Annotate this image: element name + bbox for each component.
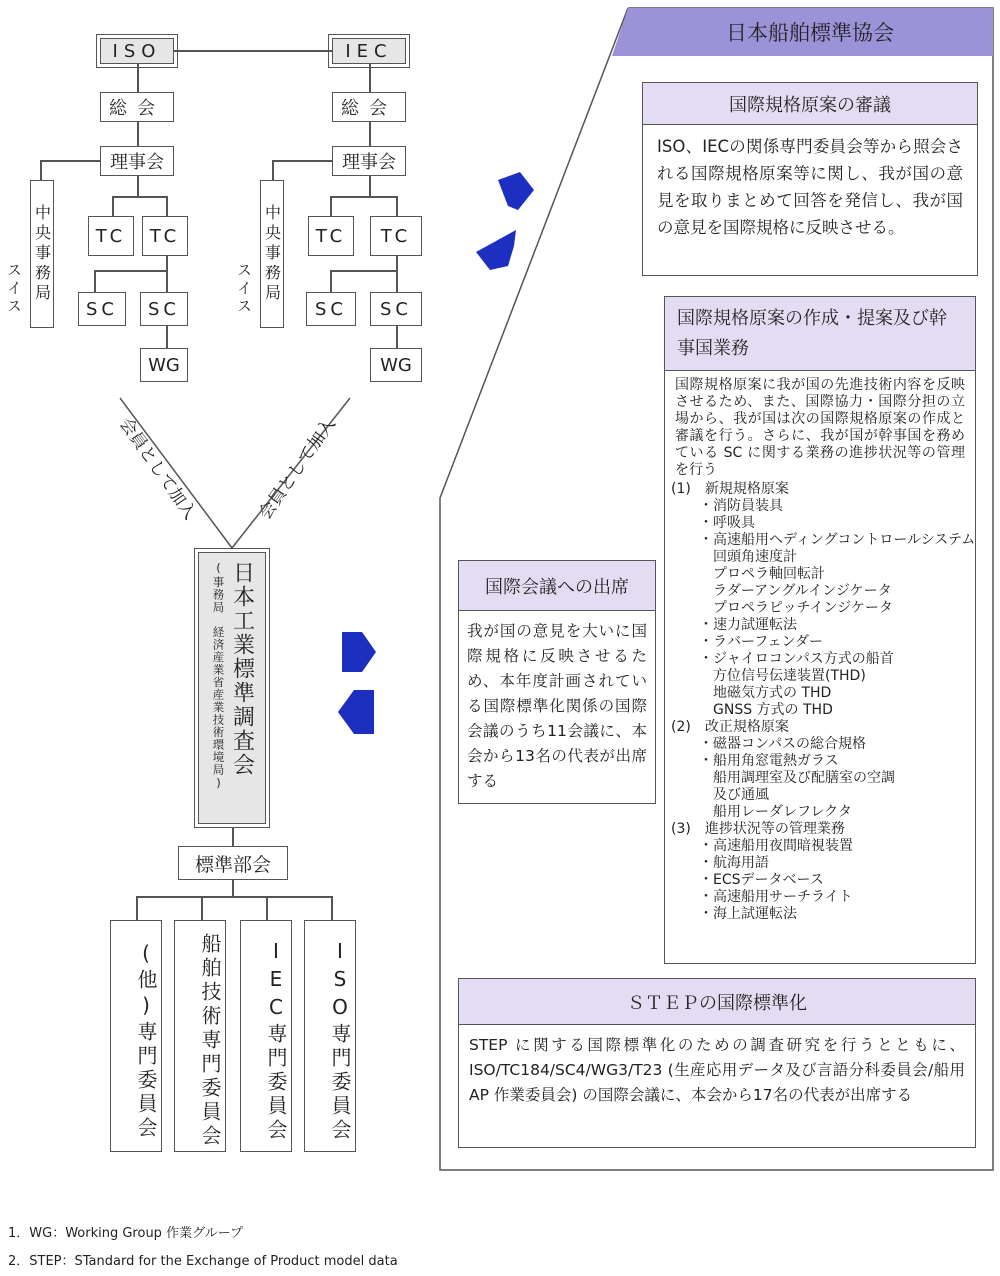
iso-central-secretariat: 中央事務局	[30, 180, 54, 328]
drafting-list-item: ・高速船用夜間暗視装置	[671, 838, 853, 854]
drafting-list-item: ・呼吸具	[671, 515, 755, 531]
drafting-list-item: 回頭角速度計	[671, 549, 797, 565]
iec-swiss-label: スイス	[235, 262, 253, 316]
iso-sc-1: SC	[78, 292, 126, 326]
arrow-right-icon	[498, 172, 534, 210]
drafting-panel	[664, 296, 976, 964]
step-title: ＳＴＥＰの国際標準化	[459, 979, 975, 1025]
iec-wg: WG	[370, 348, 422, 382]
arrow-left-icon-2	[338, 690, 374, 734]
drafting-list	[665, 481, 975, 923]
committee-other: (他)専門委員会	[110, 920, 162, 1152]
committee-ship-tech: 船舶技術専門委員会	[174, 920, 226, 1152]
iec-general-assembly: 総会	[332, 92, 406, 122]
drafting-list-item: GNSS 方式の THD	[671, 702, 833, 718]
drafting-list-item: 船用調理室及び配膳室の空調	[671, 770, 895, 786]
drafting-list-item: (2) 改正規格原案	[671, 719, 789, 735]
drafting-list-item: 方位信号伝達装置(THD)	[671, 668, 866, 684]
meeting-panel	[458, 560, 656, 804]
drafting-list-item: ・海上試運転法	[671, 906, 797, 922]
jisc-box	[198, 552, 266, 824]
footnote-1: 1．WG：Working Group 作業グループ	[8, 1226, 244, 1241]
drafting-list-item: (1) 新規規格原案	[671, 481, 789, 497]
iso-wg: WG	[140, 348, 188, 382]
step-body: STEP に関する国際標準化のための調査研究を行うとともに、ISO/TC184/SC4/WG3/T23 (生産応用データ及び言語分科委員会/船用 AP 作業委員会) の国際会議に、本会から17名の代表が出席する	[469, 1036, 965, 1104]
drafting-title: 国際規格原案の作成・提案及び幹事国業務	[665, 297, 975, 371]
arrow-right-icon-2	[342, 632, 376, 672]
iec-council: 理事会	[332, 146, 406, 176]
iec-tc-2: TC	[370, 216, 422, 256]
committee-iec: IEC専門委員会	[240, 920, 292, 1152]
iso-general-assembly: 総会	[100, 92, 174, 122]
footnote-2: 2．STEP：STandard for the Exchange of Product model data	[8, 1254, 398, 1269]
iso-tc-2: TC	[142, 216, 188, 256]
meeting-body: 我が国の意見を大いに国際規格に反映させるため、本年度計画されている国際標準化関係の国際会議のうち11会議に、本会から13名の代表が出席する	[467, 622, 647, 790]
review-body: ISO、IECの関係専門委員会等から照会される国際規格原案等に関し、我が国の意見を取りまとめて回答を発信し、我が国の意見を国際規格に反映させる。	[657, 137, 963, 237]
iso-tc-1: TC	[88, 216, 134, 256]
iec-sc-1: SC	[306, 292, 356, 326]
standards-department: 標準部会	[178, 846, 288, 880]
join-label-iec: 会員として加入	[255, 414, 340, 524]
drafting-list-item: ・速力試運転法	[671, 617, 797, 633]
drafting-list-item: 及び通風	[671, 787, 769, 803]
iec-tc-1: TC	[308, 216, 354, 256]
committee-iso: ISO専門委員会	[304, 920, 356, 1152]
drafting-list-item: (3) 進捗状況等の管理業務	[671, 821, 845, 837]
iso-swiss-label: スイス	[5, 262, 23, 316]
drafting-list-item: プロペラピッチインジケータ	[671, 600, 893, 616]
step-panel	[458, 978, 976, 1148]
drafting-list-item: ・高速船用サーチライト	[671, 889, 853, 905]
drafting-intro: 国際規格原案に我が国の先進技術内容を反映させるため、また、国際協力・国際分担の立場から、我が国は次の国際規格原案の作成と審議を行う。さらに、我が国が幹事国を務めている SC に関する業務の進捗状況等の管理を行う	[675, 377, 965, 478]
review-title: 国際規格原案の審議	[643, 83, 977, 125]
iso-sc-2: SC	[140, 292, 188, 326]
jisc-note: (事務局 経済産業省産業技術環境局)	[211, 561, 226, 791]
drafting-list-item: ・航海用語	[671, 855, 769, 871]
jisc-title: 日本工業標準調査会	[229, 561, 255, 777]
drafting-list-item: ・船用角窓電熱ガラス	[671, 753, 839, 769]
drafting-list-item: ・磁器コンパスの総合規格	[671, 736, 867, 752]
drafting-list-item: ・ECSデータベース	[671, 872, 824, 888]
iso-council: 理事会	[100, 146, 174, 176]
review-panel	[642, 82, 978, 276]
meeting-title: 国際会議への出席	[459, 561, 655, 611]
arrow-left-icon	[476, 230, 516, 270]
drafting-list-item: ・消防員装具	[671, 498, 783, 514]
jsa-header: 日本船舶標準協会	[726, 21, 894, 45]
drafting-list-item: ラダーアングルインジケータ	[671, 583, 892, 599]
drafting-list-item: ・ジャイロコンパス方式の船首	[671, 651, 894, 667]
iec-box: IEC	[332, 38, 406, 64]
join-label-iso: 会員として加入	[115, 414, 200, 524]
iec-central-secretariat: 中央事務局	[260, 180, 284, 328]
drafting-list-item: ・ラバーフェンダー	[671, 634, 824, 650]
iec-sc-2: SC	[370, 292, 422, 326]
drafting-list-item: 地磁気方式の THD	[671, 685, 832, 701]
drafting-list-item: ・高速船用ヘディングコントロールシステム	[671, 532, 976, 548]
drafting-list-item: 船用レーダレフレクタ	[671, 804, 852, 820]
drafting-list-item: プロペラ軸回転計	[671, 566, 825, 582]
iso-box: ISO	[100, 38, 174, 64]
